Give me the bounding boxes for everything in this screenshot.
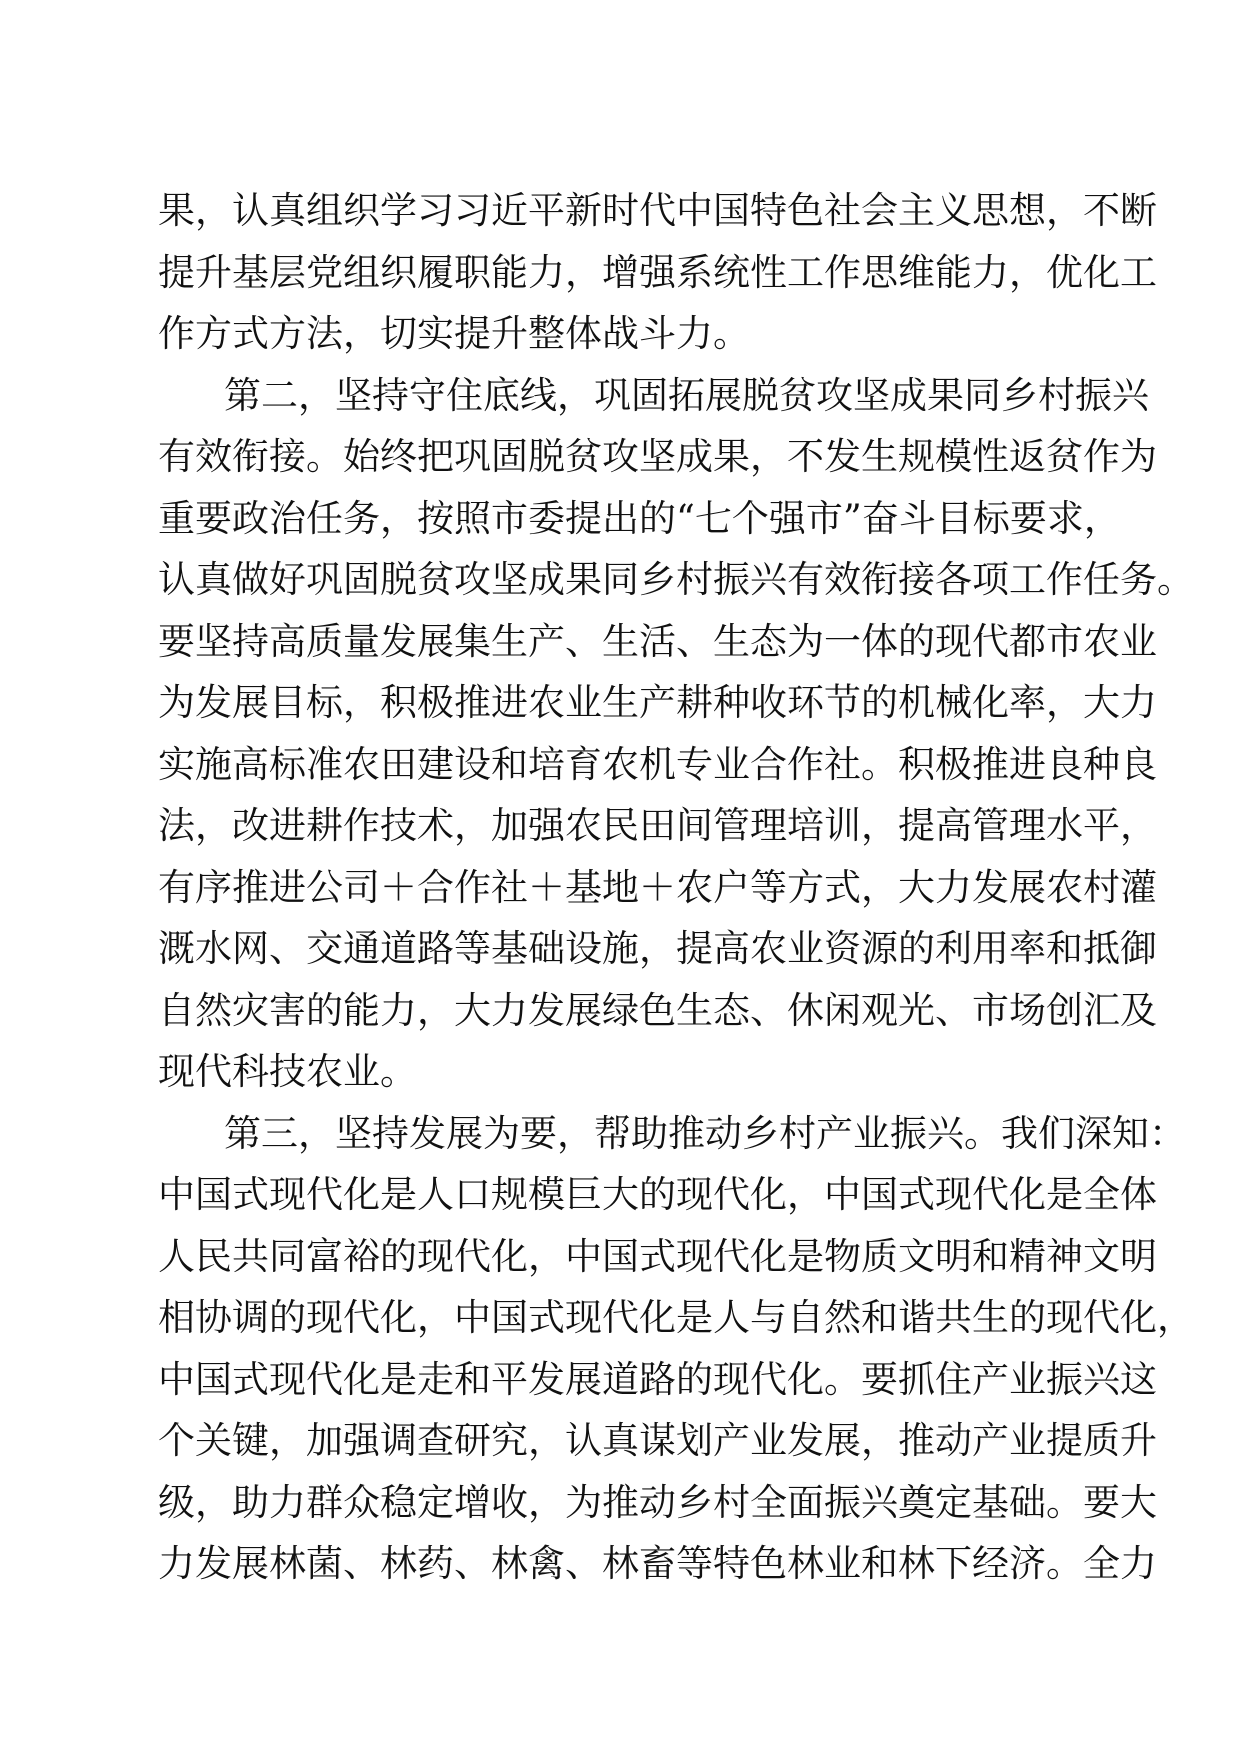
body-text bbox=[158, 180, 1194, 1595]
text-line: 人民共同富裕的现代化，中国式现代化是物质文明和精神文明 bbox=[158, 1234, 1157, 1278]
text-line: 法，改进耕作技术，加强农民田间管理培训，提高管理水平， bbox=[158, 804, 1157, 847]
text-line: 力发展林菌、林药、林禽、林畜等特色林业和林下经济。全力 bbox=[158, 1542, 1157, 1585]
paragraph-start-line: 第二，坚持守住底线，巩固拓展脱贫攻坚成果同乡村振兴 bbox=[224, 373, 1149, 417]
text-line: 现代科技农业。 bbox=[158, 1050, 417, 1093]
text-line: 有序推进公司＋合作社＋基地＋农户等方式，大力发展农村灌 bbox=[158, 865, 1157, 909]
text-line: 提升基层党组织履职能力，增强系统性工作思维能力，优化工 bbox=[158, 250, 1157, 294]
text-line: 果，认真组织学习习近平新时代中国特色社会主义思想，不断 bbox=[158, 189, 1157, 232]
text-line: 为发展目标，积极推进农业生产耕种收环节的机械化率，大力 bbox=[158, 681, 1157, 724]
text-line: 有效衔接。始终把巩固脱贫攻坚成果，不发生规模性返贫作为 bbox=[158, 435, 1157, 478]
text-line: 实施高标准农田建设和培育农机专业合作社。积极推进良种良 bbox=[158, 742, 1157, 786]
paragraph-start-line: 第三，坚持发展为要，帮助推动乡村产业振兴。我们深知： bbox=[224, 1111, 1186, 1155]
text-line: 中国式现代化是人口规模巨大的现代化，中国式现代化是全体 bbox=[158, 1173, 1157, 1216]
text-line: 溉水网、交通道路等基础设施，提高农业资源的利用率和抵御 bbox=[158, 927, 1157, 970]
text-line: 重要政治任务，按照市委提出的“七个强市”奋斗目标要求， bbox=[158, 496, 1121, 540]
text-line: 中国式现代化是走和平发展道路的现代化。要抓住产业振兴这 bbox=[158, 1357, 1157, 1401]
text-line: 级，助力群众稳定增收，为推动乡村全面振兴奠定基础。要大 bbox=[158, 1480, 1157, 1524]
text-line: 要坚持高质量发展集生产、生活、生态为一体的现代都市农业 bbox=[158, 619, 1157, 663]
text-line: 作方式方法，切实提升整体战斗力。 bbox=[158, 312, 750, 355]
text-line: 自然灾害的能力，大力发展绿色生态、休闲观光、市场创汇及 bbox=[158, 988, 1157, 1032]
text-line: 认真做好巩固脱贫攻坚成果同乡村振兴有效衔接各项工作任务。 bbox=[158, 558, 1194, 601]
text-line: 个关键，加强调查研究，认真谋划产业发展，推动产业提质升 bbox=[158, 1419, 1157, 1462]
text-line: 相协调的现代化，中国式现代化是人与自然和谐共生的现代化， bbox=[158, 1296, 1194, 1339]
